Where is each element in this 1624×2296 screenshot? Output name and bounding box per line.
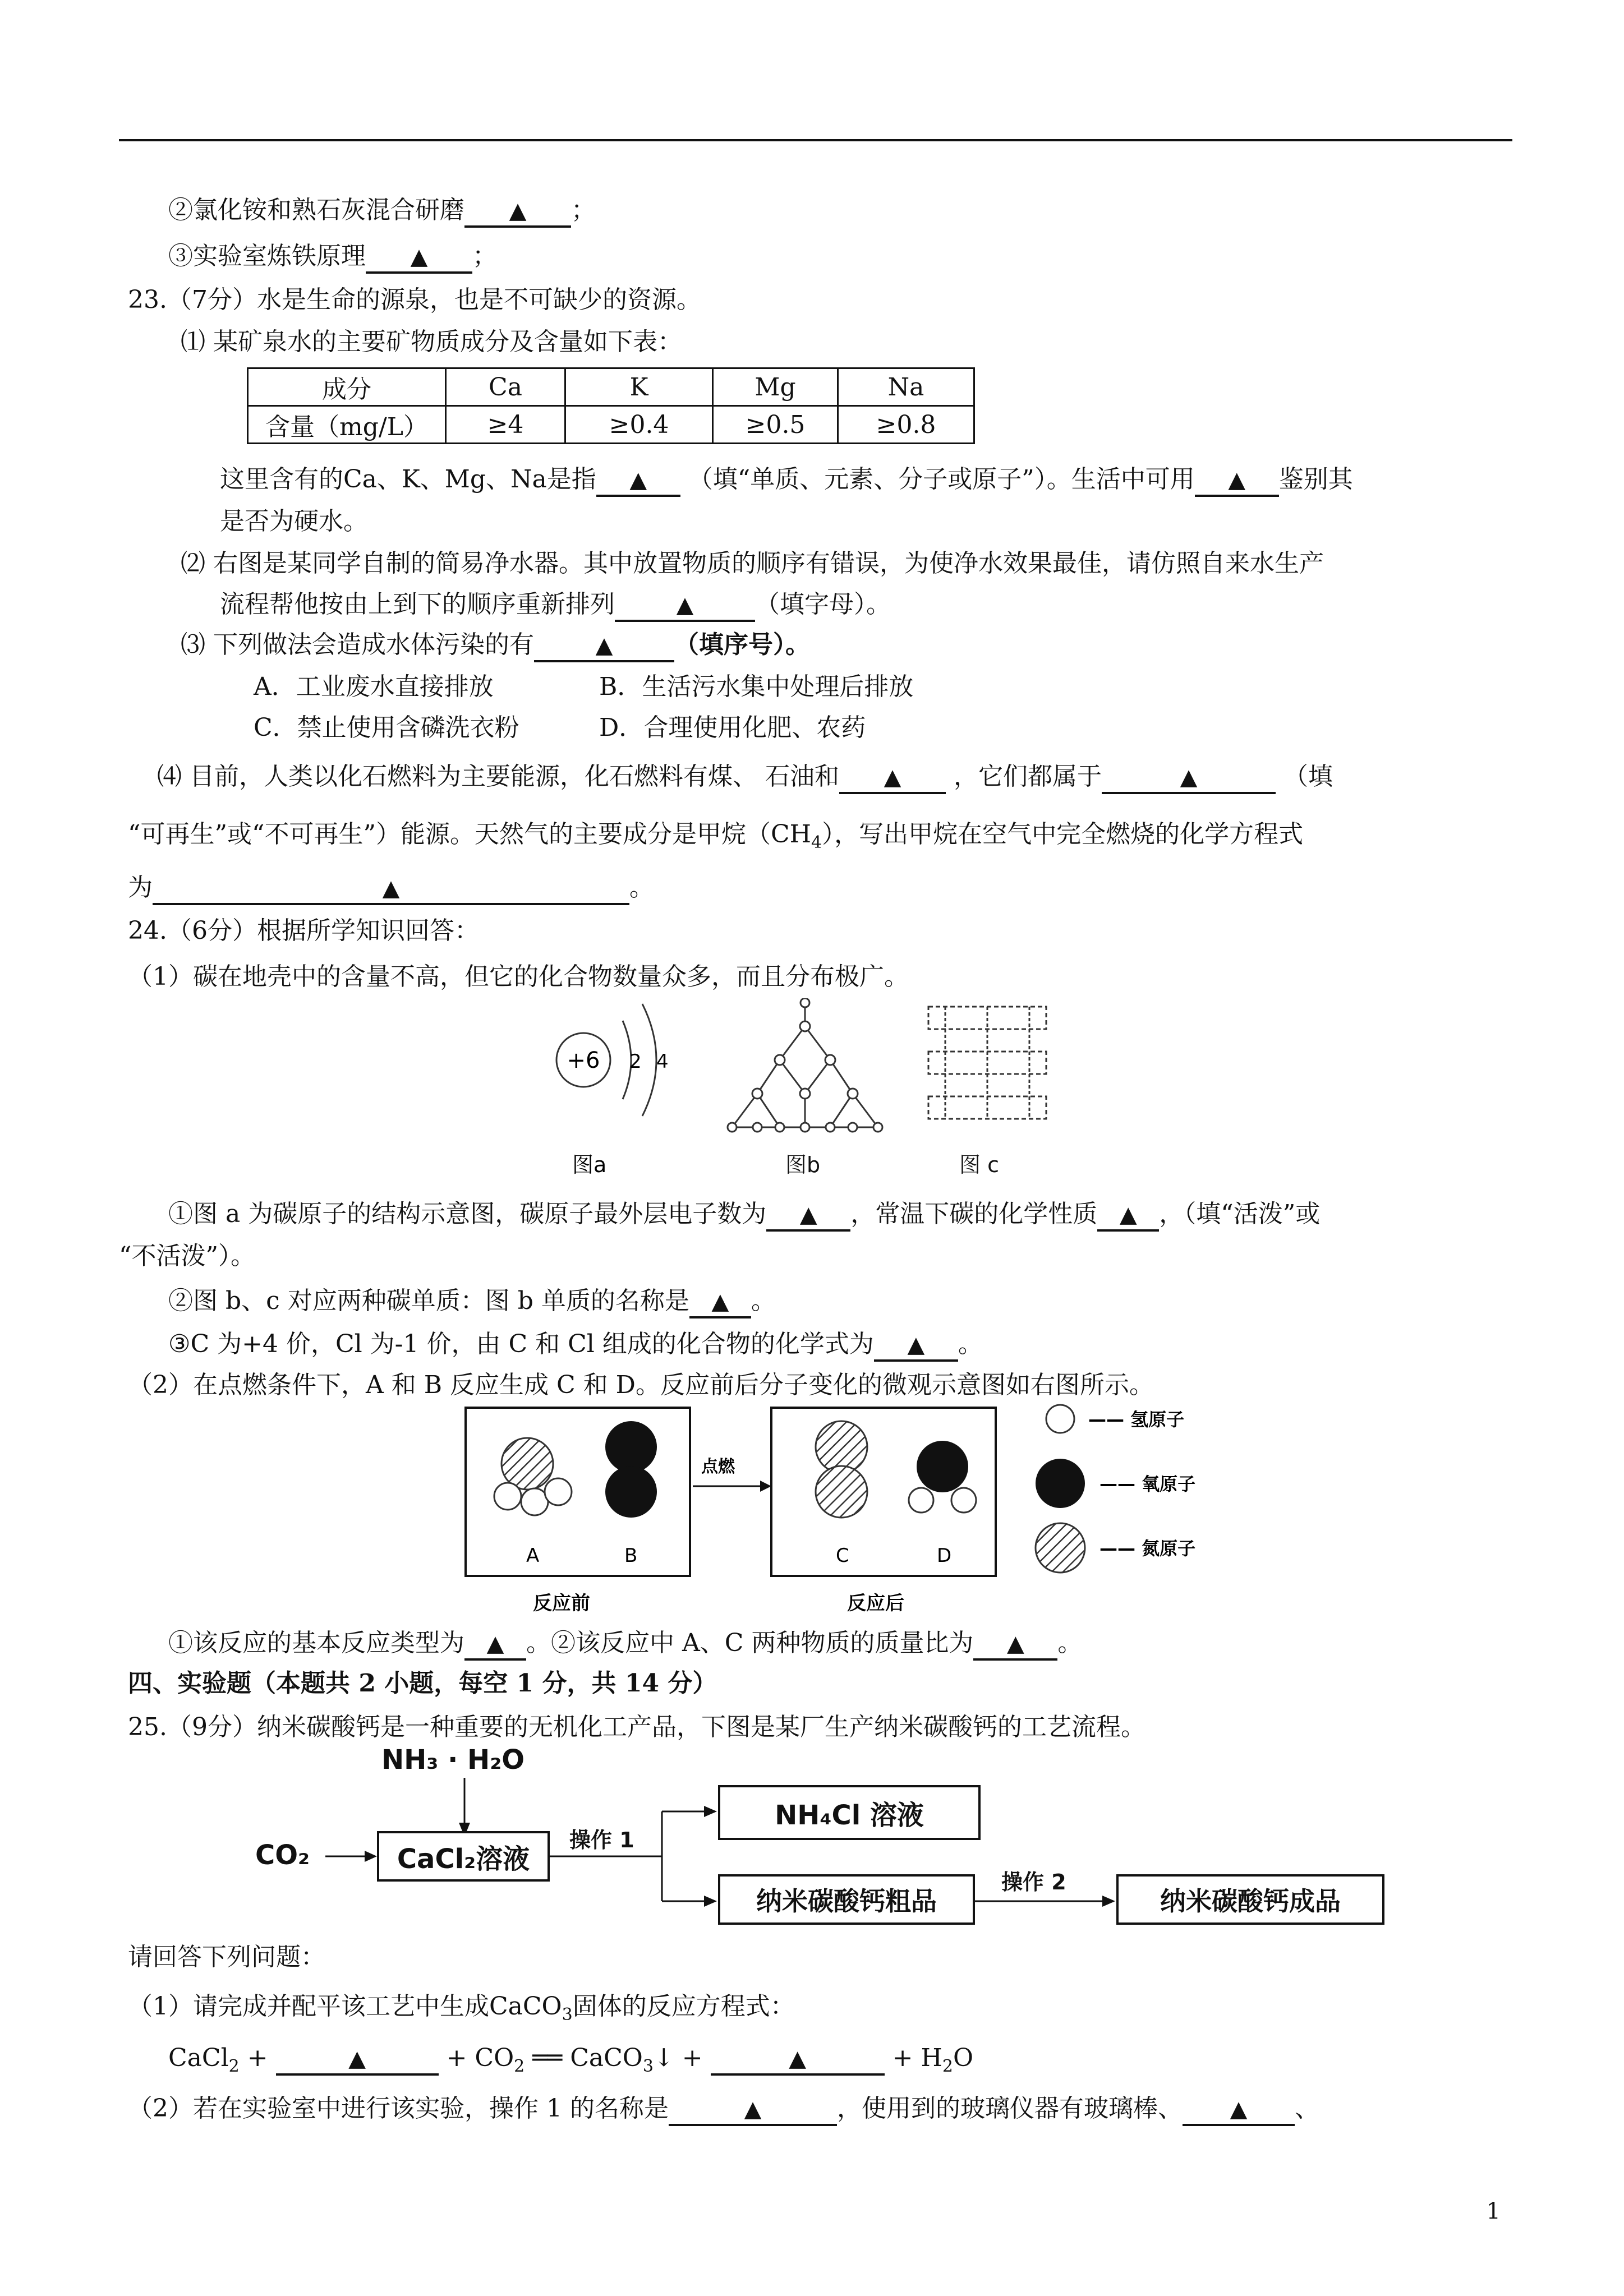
- q25-p2: （2）若在实验室中进行该实验，操作 1 的名称是 ▲ ，使用到的玻璃仪器有玻璃棒、 ▲ 、: [128, 2092, 1319, 2126]
- svg-text:2: 2: [629, 1050, 642, 1073]
- q25-equation: CaCl$_2$ + ▲ + $CO_2$ ══ CaCO$_3$↓ + ▲ + $H_2O$: [168, 2044, 974, 2076]
- figure-a-carbon-atom-diagram: [556, 1004, 669, 1177]
- svg-text:4: 4: [656, 1050, 669, 1073]
- svg-text:A: A: [526, 1545, 540, 1567]
- molecule-a: [494, 1438, 572, 1515]
- co2-label: CO₂: [255, 1839, 310, 1871]
- q23-p2-line2: 流程帮他按由上到下的顺序重新排列 ▲ （填字母）。: [220, 588, 891, 622]
- nitrogen-legend-icon: [1036, 1523, 1085, 1573]
- q24-p2: （2）在点燃条件下，A 和 B 反应生成 C 和 D。反应前后分子变化的微观示意图如右图所示。: [128, 1371, 1154, 1399]
- svg-text:B: B: [624, 1545, 638, 1567]
- figure-c-graphite-structure: [928, 1007, 1046, 1177]
- molecule-b: [605, 1421, 657, 1518]
- nh4cl-box: NH₄Cl 溶液: [718, 1785, 981, 1840]
- table-header-row: 成分 Ca K Mg Na: [248, 368, 974, 406]
- hydrogen-legend-icon: [1046, 1405, 1074, 1433]
- svg-text:图a: 图a: [572, 1152, 607, 1177]
- page-number: 1: [1486, 2198, 1501, 2224]
- svg-text:图 c: 图 c: [959, 1152, 999, 1177]
- q23-option-c: C．禁止使用含磷洗衣粉: [254, 713, 519, 742]
- operation2-label: 操作 2: [1001, 1870, 1066, 1894]
- q24-q3: ③C 为+4 价，Cl 为-1 价，由 C 和 Cl 组成的化合物的化学式为 ▲ 。: [168, 1327, 983, 1362]
- section-heading: 四、实验题（本题共 2 小题，每空 1 分，共 14 分）: [128, 1669, 717, 1698]
- q23-p1: ⑴ 某矿泉水的主要矿物质成分及含量如下表：: [181, 328, 682, 356]
- q23-p2-line1: ⑵ 右图是某同学自制的简易净水器。其中放置物质的顺序有错误，为使净水效果最佳，请仿照自来水生产: [181, 549, 1324, 578]
- mineral-table: [247, 367, 975, 444]
- svg-text:反应前: 反应前: [533, 1592, 590, 1615]
- molecule-d: [909, 1441, 976, 1513]
- table-row: 含量（mg/L） ≥4 ≥0.4 ≥0.5 ≥0.8: [248, 406, 974, 444]
- q24-title: 24.（6分）根据所学知识回答：: [128, 916, 479, 945]
- legend: [1036, 1405, 1195, 1573]
- crude-product-box: 纳米碳酸钙粗品: [718, 1874, 975, 1925]
- final-product-box: 纳米碳酸钙成品: [1116, 1874, 1384, 1925]
- q24-q2: ②图 b、c 对应两种碳单质：图 b 单质的名称是 ▲ 。: [168, 1284, 776, 1318]
- header-rule: [119, 139, 1512, 141]
- reagent-label: NH₃ · H₂O: [381, 1744, 525, 1776]
- svg-text:D: D: [937, 1545, 952, 1567]
- operation1-label: 操作 1: [569, 1828, 634, 1852]
- q23-option-b: B．生活污水集中处理后排放: [599, 672, 914, 701]
- q24-q1: ①图 a 为碳原子的结构示意图，碳原子最外层电子数为 ▲ ，常温下碳的化学性质 ▲ ，（填“活泼”或: [168, 1197, 1320, 1232]
- svg-text:反应后: 反应后: [847, 1592, 904, 1615]
- svg-text:—— 氧原子: —— 氧原子: [1099, 1473, 1196, 1495]
- oxygen-legend-icon: [1036, 1459, 1085, 1508]
- q22-item2: ②氯化铵和熟石灰混合研磨 ▲ ；: [168, 193, 596, 228]
- q24-q1b: “不活泼”）。: [119, 1242, 255, 1270]
- carbon-figures: [539, 998, 1066, 1189]
- q23-option-d: D．合理使用化肥、农药: [599, 713, 866, 742]
- q23-p4: ⑷ 目前，人类以化石燃料为主要能源，化石燃料有煤、 石油和 ▲ ，它们都属于 ▲ （填: [157, 760, 1333, 794]
- q25-title: 25.（9分）纳米碳酸钙是一种重要的无机化工产品，下图是某厂生产纳米碳酸钙的工艺流程。: [128, 1713, 1145, 1741]
- q22-item3: ③实验室炼铁原理 ▲ ；: [168, 239, 497, 274]
- q25-ask: 请回答下列问题：: [128, 1943, 325, 1971]
- q23-option-a: A．工业废水直接排放: [254, 672, 494, 701]
- reaction-diagram: [454, 1402, 1240, 1626]
- q23-p4b: “可再生”或“不可再生”）能源。天然气的主要成分是甲烷$(CH_4)$，写出甲烷在空气中完全燃烧的化学方程式: [128, 820, 1304, 852]
- svg-text:点燃: 点燃: [701, 1457, 735, 1477]
- q23-p1a: 这里含有的Ca、K、Mg、Na是指 ▲ （填“单质、元素、分子或原子”）。生活中可用 ▲ 鉴别其: [220, 463, 1353, 497]
- svg-text:图b: 图b: [785, 1152, 821, 1177]
- q23-p3: ⑶ 下列做法会造成水体污染的有 ▲ （填序号）。: [181, 628, 810, 662]
- svg-text:—— 氢原子: —— 氢原子: [1088, 1409, 1185, 1430]
- q24-r1: ①该反应的基本反应类型为 ▲ 。②该反应中 A、C 两种物质的质量比为 ▲ 。: [168, 1626, 1082, 1661]
- molecule-c: [816, 1421, 867, 1518]
- q23-title: 23.（7分）水是生命的源泉，也是不可缺少的资源。: [128, 285, 701, 314]
- q23-p1b: 是否为硬水。: [220, 507, 368, 536]
- q25-p1: （1）请完成并配平该工艺中生成CaCO$_3$固体的反应方程式：: [128, 1992, 795, 2025]
- q23-p4c: 为 ▲ 。: [128, 871, 654, 905]
- ignite-arrow: [693, 1457, 771, 1492]
- figure-b-diamond-structure: [728, 998, 882, 1177]
- svg-text:—— 氮原子: —— 氮原子: [1099, 1538, 1196, 1559]
- q24-p1: （1）碳在地壳中的含量不高，但它的化合物数量众多，而且分布极广。: [128, 962, 909, 991]
- cacl2-box: CaCl₂溶液: [377, 1831, 550, 1882]
- svg-text:C: C: [836, 1545, 849, 1567]
- svg-text:+6: +6: [567, 1048, 600, 1073]
